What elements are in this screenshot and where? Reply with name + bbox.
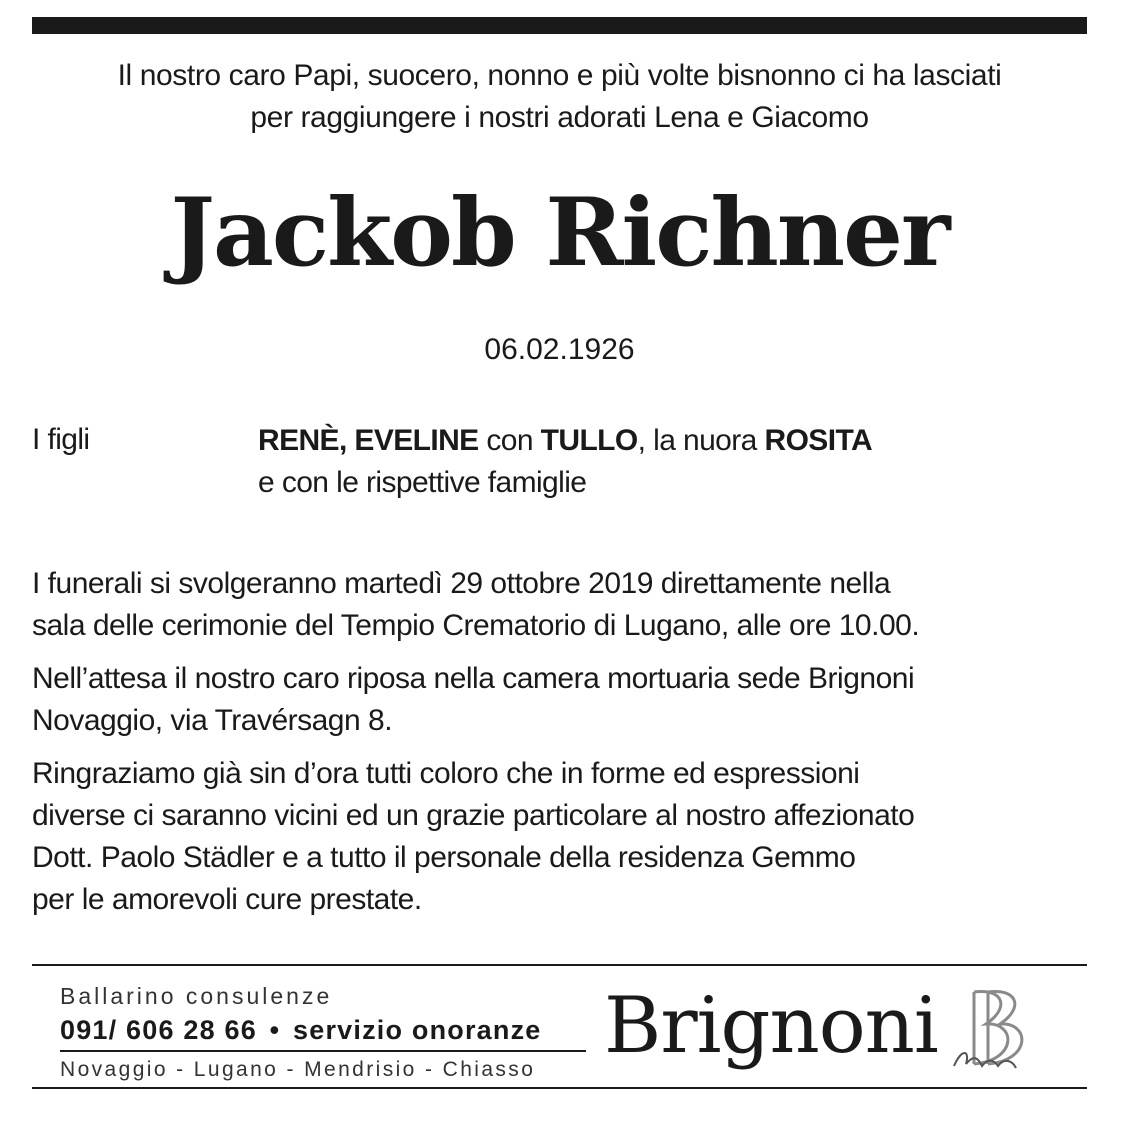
- funeral-paragraph: [32, 563, 1092, 647]
- wake-line-2: Novaggio, via Travérsagn 8.: [32, 704, 393, 737]
- announcement-body: [32, 563, 1092, 932]
- thanks-line-2: diverse ci saranno vicini ed un grazie particolare al nostro affezionato: [32, 799, 915, 832]
- funeral-line-2: sala delle cerimonie del Tempio Crematorio di Lugano, alle ore 10.00.: [32, 609, 920, 642]
- birth-date: 06.02.1926: [484, 333, 635, 366]
- family-names-2: TULLO: [540, 424, 638, 457]
- family-connector-2: , la nuora: [637, 424, 757, 457]
- footer-bottom-rule: [32, 1087, 1087, 1089]
- family-names-1: RENÈ, EVELINE: [258, 424, 479, 457]
- thanks-line-1: Ringraziamo già sin d’ora tutti coloro che in forme ed espressioni: [32, 757, 860, 790]
- deceased-name: Jackob Richner: [170, 178, 949, 288]
- bullet-separator: •: [269, 1015, 281, 1045]
- family-connector-1: con: [486, 424, 533, 457]
- wake-paragraph: [32, 658, 1092, 742]
- thanks-line-4: per le amorevoli cure prestate.: [32, 883, 422, 916]
- intro-text: [32, 55, 1087, 139]
- contact-line: [60, 1012, 586, 1048]
- footer-top-rule: [32, 964, 1087, 966]
- funeral-home-info: [60, 980, 586, 1085]
- funeral-line-1: I funerali si svolgeranno martedì 29 ottobre 2019 direttamente nella: [32, 567, 891, 600]
- contact-underline: [60, 1050, 586, 1052]
- phone-number: 091/ 606 28 66: [60, 1015, 257, 1045]
- thanks-paragraph: [32, 753, 1092, 921]
- wake-line-1: Nell’attesa il nostro caro riposa nella camera mortuaria sede Brignoni: [32, 662, 915, 695]
- family-line-1: [258, 420, 872, 462]
- locations: Novaggio - Lugano - Mendrisio - Chiasso: [60, 1058, 536, 1081]
- company-name: Ballarino consulenze: [60, 983, 333, 1009]
- family-line-2: e con le rispettive famiglie: [258, 466, 587, 499]
- family-label: I figli: [32, 423, 90, 456]
- intro-line-2: per raggiungere i nostri adorati Lena e Giacomo: [250, 101, 869, 134]
- service-label: servizio onoranze: [293, 1015, 542, 1045]
- thanks-line-3: Dott. Paolo Städler e a tutto il personale della residenza Gemmo: [32, 841, 856, 874]
- family-names-3: ROSITA: [764, 424, 873, 457]
- top-border-bar: [32, 17, 1087, 34]
- monogram-signature-icon: [952, 978, 1062, 1078]
- brignoni-logo: [604, 978, 1064, 1078]
- logo-wordmark: Brignoni: [604, 981, 938, 1071]
- family-members: [258, 420, 872, 504]
- intro-line-1: Il nostro caro Papi, suocero, nonno e più volte bisnonno ci ha lasciati: [117, 59, 1002, 92]
